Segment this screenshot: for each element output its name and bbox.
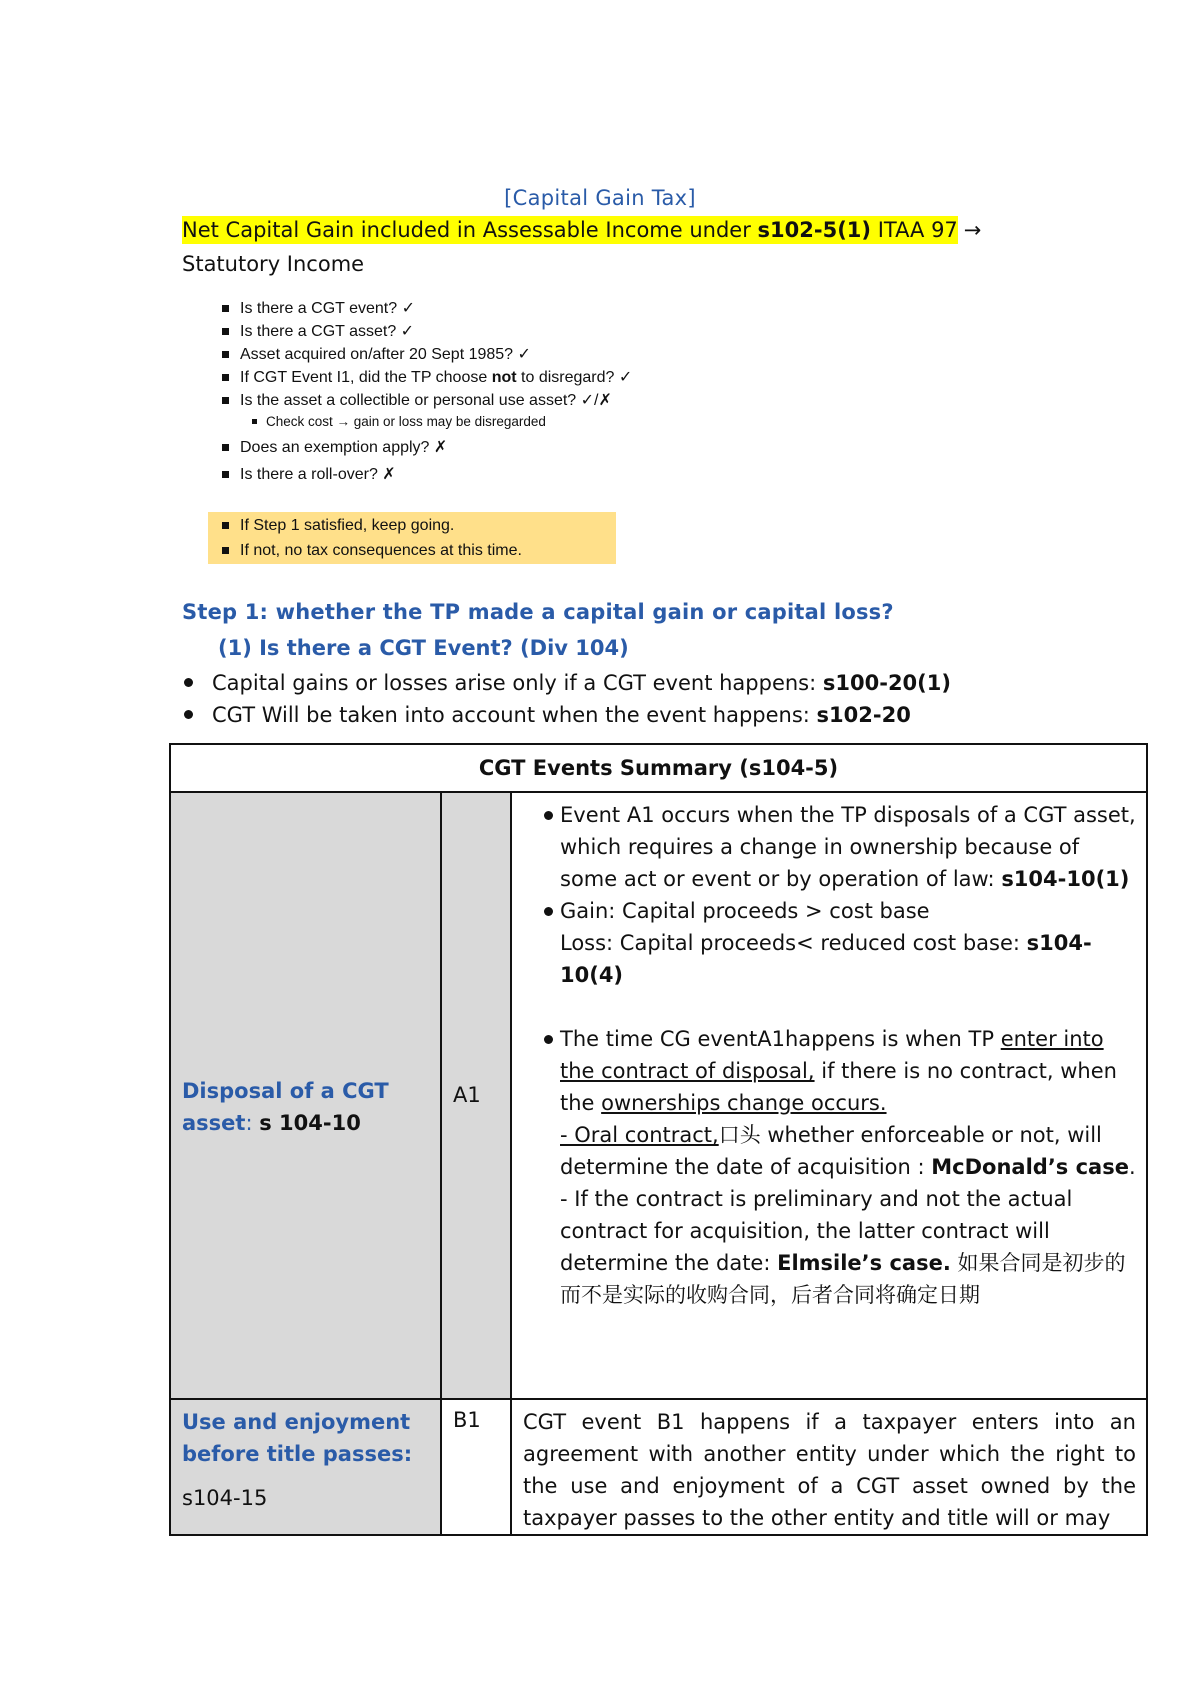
table-row [170, 792, 1147, 1399]
checklist-item [212, 320, 632, 343]
step-note-box [208, 512, 616, 564]
checklist-item [212, 463, 632, 486]
list-item-text: CGT Will be taken into account when the event happens: [212, 703, 817, 727]
checklist-item-text: Is there a CGT event? ✓ [240, 300, 415, 317]
event-code-cell: B1 [441, 1399, 511, 1535]
square-bullet-icon [222, 305, 229, 312]
checklist-item-bold: not [491, 369, 517, 386]
intro-line [182, 216, 981, 244]
checklist-item [212, 366, 632, 389]
description-line [526, 1183, 1136, 1311]
list-item-ref: s100-20(1) [822, 671, 951, 695]
checklist-item-text: Is the asset a collectible or personal use asset? ✓/✗ [240, 392, 612, 409]
checklist-item [212, 343, 632, 366]
description-bullet [526, 799, 1136, 895]
description-bullet [526, 1023, 1136, 1119]
square-bullet-icon [222, 547, 229, 554]
bullet-icon [184, 678, 193, 687]
event-description-cell: CGT event B1 happens if a taxpayer enters into an agreement with another entity under which the right to the use and enjoyment of a CGT asset owned by the taxpayer passes to the other entity and title will or may [511, 1399, 1147, 1535]
cgt-checklist [212, 297, 632, 486]
description-ref: s104-10(4) [560, 931, 1092, 987]
event-description-cell [511, 792, 1147, 1399]
intro-line-2: Statutory Income [182, 252, 365, 276]
bullet-icon [184, 710, 193, 719]
table-header: CGT Events Summary (s104-5) [170, 744, 1147, 792]
right-arrow-icon: → [963, 218, 982, 242]
description-bullet [526, 895, 1136, 927]
description-text: - If the contract is preliminary and not the actual contract for acquisition, the latter contract will determine the date: [560, 1187, 1073, 1275]
checklist-item [212, 436, 632, 459]
note-item [208, 514, 616, 537]
checklist-item [212, 389, 632, 412]
checklist-item-text: to disregard? ✓ [516, 369, 633, 386]
checklist-item-text: If CGT Event I1, did the TP choose [240, 369, 492, 386]
description-line [526, 1119, 1136, 1183]
description-text: Event A1 occurs when the TP disposals of a CGT asset, which requires a change in ownership because of some act or event or by operation of law: [560, 803, 1136, 891]
bullet-icon [544, 811, 553, 820]
description-text: if there is no contract, when the [560, 1059, 1117, 1115]
checklist-item-text: Asset acquired on/after 20 Sept 1985? ✓ [240, 346, 531, 363]
event-label-cell [170, 1399, 441, 1535]
event-code-cell: A1 [441, 792, 511, 1399]
event-label-sep: : [245, 1111, 260, 1135]
intro-text: Net Capital Gain included in Assessable Income under [182, 218, 758, 242]
underlined-text: ownerships change occurs. [601, 1091, 887, 1115]
event-section-ref: s 104-10 [259, 1111, 361, 1135]
case-name: Elmsile’s case. [777, 1251, 951, 1275]
note-text: If not, no tax consequences at this time. [240, 542, 522, 559]
square-bullet-icon [222, 374, 229, 381]
cgt-events-table [169, 743, 1148, 1536]
checklist-subitem [212, 412, 632, 432]
event-label: Use and enjoyment before title passes: [182, 1410, 413, 1466]
note-text: If Step 1 satisfied, keep going. [240, 517, 455, 534]
checklist-item-text: Does an exemption apply? ✗ [240, 439, 448, 456]
description-text: The time CG eventA1happens is when TP [560, 1027, 1001, 1051]
spacer [526, 991, 1136, 1023]
square-bullet-icon [222, 397, 229, 404]
underlined-text: enter into the contract of disposal, [560, 1027, 1104, 1083]
checklist-item [212, 297, 632, 320]
list-item [182, 667, 951, 699]
square-bullet-icon [252, 419, 257, 424]
square-bullet-icon [222, 351, 229, 358]
description-ref: s104-10(1) [1001, 867, 1130, 891]
square-bullet-icon [222, 328, 229, 335]
list-item-ref: s102-20 [816, 703, 911, 727]
description-text: Loss: Capital proceeds< reduced cost base: [560, 931, 1027, 955]
table-header-row [170, 744, 1147, 792]
event-section-ref: s104-15 [182, 1486, 268, 1510]
list-item-text: Capital gains or losses arise only if a CGT event happens: [212, 671, 823, 695]
event-label-cell [170, 792, 441, 1399]
step1-subheading: (1) Is there a CGT Event? (Div 104) [218, 636, 629, 660]
event-label: Disposal of a CGT asset [182, 1079, 389, 1135]
description-line [526, 927, 1136, 991]
description-text: 口头 whether enforceable or not, will determine the date of acquisition : [560, 1123, 1102, 1179]
description-text: Gain: Capital proceeds > cost base [560, 899, 930, 923]
note-item [208, 539, 616, 562]
description-text-chinese: 如果合同是初步的而不是实际的收购合同，后者合同将确定日期 [560, 1251, 1126, 1307]
intro-act: ITAA 97 [871, 218, 958, 242]
step1-heading: Step 1: whether the TP made a capital gain or capital loss? [182, 600, 894, 624]
bullet-icon [544, 1035, 553, 1044]
table-row [170, 1399, 1147, 1535]
list-item [182, 699, 951, 731]
step1-bullets [182, 667, 951, 731]
bullet-icon [544, 907, 553, 916]
square-bullet-icon [222, 471, 229, 478]
page-title: [Capital Gain Tax] [504, 186, 696, 210]
checklist-item-text: Is there a roll-over? ✗ [240, 466, 396, 483]
intro-section-ref: s102-5(1) [757, 218, 872, 242]
square-bullet-icon [222, 444, 229, 451]
underlined-text: - Oral contract, [560, 1123, 719, 1147]
checklist-subitem-text: Check cost → gain or loss may be disregarded [266, 414, 546, 429]
highlighted-intro [182, 216, 958, 244]
case-name: McDonald’s case [931, 1155, 1129, 1179]
checklist-item-text: Is there a CGT asset? ✓ [240, 323, 415, 340]
description-text: . [1128, 1155, 1136, 1179]
square-bullet-icon [222, 522, 229, 529]
